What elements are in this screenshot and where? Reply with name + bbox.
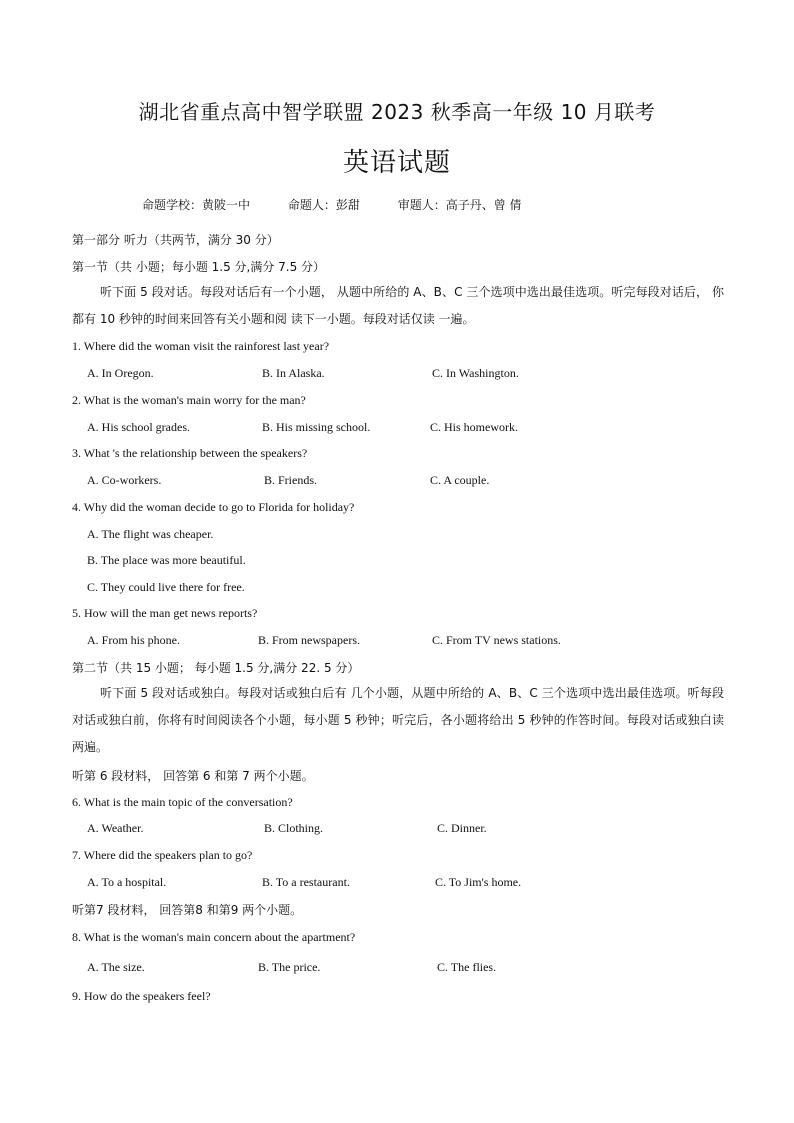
question-5-option-b: B. From newspapers. — [258, 633, 360, 647]
question-2-option-b: B. His missing school. — [262, 420, 371, 434]
material-7-instruction: 听第7 段材料， 回答第8 和第9 两个小题。 — [72, 903, 303, 917]
question-8-option-a: A. The size. — [87, 960, 145, 974]
question-4-option-a: A. The flight was cheaper. — [87, 527, 214, 541]
question-3-stem: 3. What 's the relationship between the speakers? — [72, 446, 308, 460]
question-6-stem: 6. What is the main topic of the conversation? — [72, 795, 293, 809]
part1-heading: 第一部分 听力（共两节，满分 30 分） — [72, 233, 279, 247]
question-5-option-c: C. From TV news stations. — [432, 633, 561, 647]
question-1-option-c: C. In Washington. — [432, 366, 519, 380]
exam-title: 湖北省重点高中智学联盟 2023 秋季高一年级 10 月联考 — [138, 100, 656, 124]
question-9-stem: 9. How do the speakers feel? — [72, 989, 211, 1003]
question-8-option-c: C. The flies. — [437, 960, 497, 974]
question-2-option-a: A. His school grades. — [87, 420, 190, 434]
question-8-stem: 8. What is the woman's main concern about the apartment? — [72, 930, 356, 944]
question-1-stem: 1. Where did the woman visit the rainforest last year? — [72, 339, 330, 353]
question-7-stem: 7. Where did the speakers plan to go? — [72, 848, 253, 862]
question-2-option-c: C. His homework. — [430, 420, 518, 434]
section1-heading: 第一节（共 小题；每小题 1.5 分,满分 7.5 分） — [72, 260, 326, 274]
question-7-option-c: C. To Jim's home. — [435, 875, 522, 889]
material-6-instruction: 听第 6 段材料， 回答第 6 和第 7 两个小题。 — [72, 769, 314, 783]
question-3-option-b: B. Friends. — [264, 473, 318, 487]
question-5-option-a: A. From his phone. — [87, 633, 180, 647]
question-7-option-b: B. To a restaurant. — [262, 875, 350, 889]
question-6-option-a: A. Weather. — [87, 821, 144, 835]
section1-instructions: 听下面 5 段对话。每段对话后有一个小题， 从题中所给的 A、B、C 三个选项中选出最佳选项。听完每段对话后， 你都有 10 秒钟的时间来回答有关小题和阅 读下一小题。每段对话仅读 一遍。 — [72, 285, 724, 326]
question-1-option-b: B. In Alaska. — [262, 366, 325, 380]
question-5-stem: 5. How will the man get news reports? — [72, 606, 258, 620]
author-label: 命题人：彭甜 — [287, 198, 360, 212]
question-6-option-b: B. Clothing. — [264, 821, 324, 835]
question-6-option-c: C. Dinner. — [437, 821, 487, 835]
question-4-stem: 4. Why did the woman decide to go to Florida for holiday? — [72, 500, 355, 514]
question-4-option-c: C. They could live there for free. — [87, 580, 245, 594]
authorship-line — [142, 196, 522, 213]
question-3-option-a: A. Co-workers. — [87, 473, 162, 487]
subject-title: 英语试题 — [342, 148, 451, 178]
section2-instructions: 听下面 5 段对话或独白。每段对话或独白后有 几个小题，从题中所给的 A、B、C 三个选项中选出最佳选项。听每段对话或独白前，你将有时间阅读各个小题，每小题 5 秒钟；听完后，各小题将给出 5 秒钟的作答时间。每段对话或独白读两遍。 — [72, 686, 724, 754]
school-label: 命题学校：黄陂一中 — [142, 198, 251, 212]
question-3-option-c: C. A couple. — [430, 473, 490, 487]
reviewer-label: 审题人：高子丹、曾 倩 — [397, 198, 522, 212]
section2-heading: 第二节（共 15 小题； 每小题 1.5 分,满分 22. 5 分） — [72, 661, 360, 675]
question-1-option-a: A. In Oregon. — [87, 366, 154, 380]
question-2-stem: 2. What is the woman's main worry for the man? — [72, 393, 306, 407]
question-8-option-b: B. The price. — [258, 960, 321, 974]
question-7-option-a: A. To a hospital. — [87, 875, 167, 889]
question-4-option-b: B. The place was more beautiful. — [87, 553, 246, 567]
